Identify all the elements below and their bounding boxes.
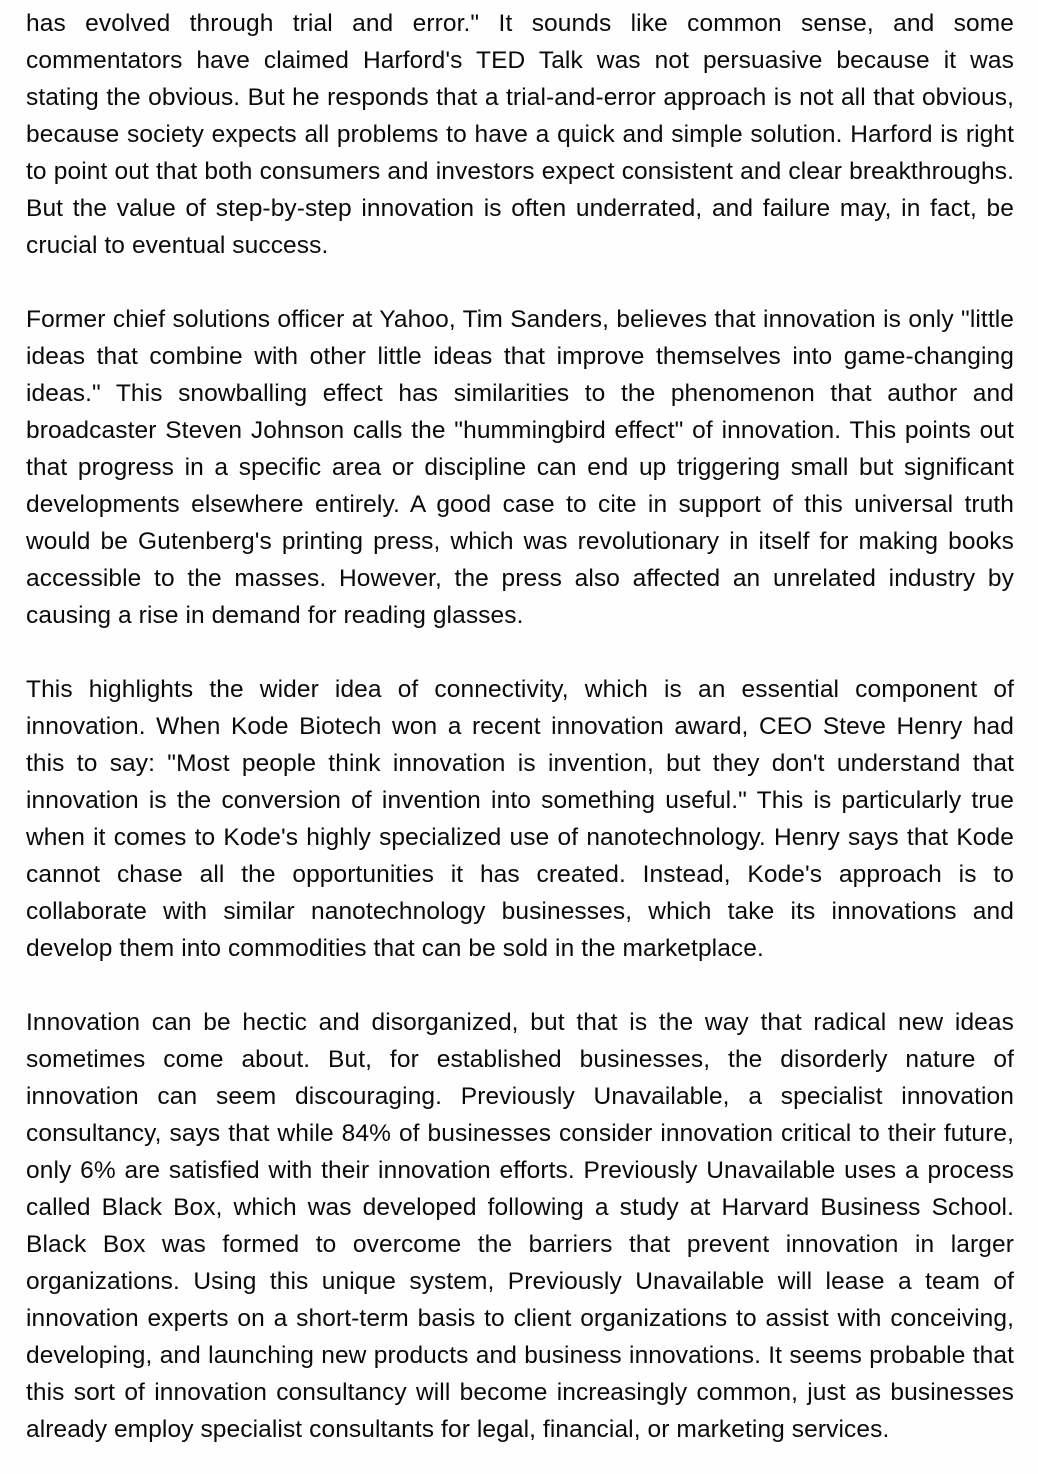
paragraph-connectivity-kode-biotech: This highlights the wider idea of connectivity, which is an essential component of innovation. When Kode Biotech won a recent innovation award, CEO Steve Henry had this to say: "Most people think innovation is invention, but they don't understand that innovation is the conversion of invention into something useful." This is particularly true when it comes to Kode's highly specialized use of nanotechnology. Henry says that Kode cannot chase all the opportunities it has created. Instead, Kode's approach is to collaborate with similar nanotechnology businesses, which take its innovations and develop them into commodities that can be sold in the marketplace. [26, 676, 1014, 962]
paragraph-snowballing-effect: Former chief solutions officer at Yahoo, Tim Sanders, believes that innovation is only "little ideas that combine with other little ideas that improve themselves into game-changing ideas." This snowballing effect has similarities to the phenomenon that author and broadcaster Steven Johnson calls the "hummingbird effect" of innovation. This points out that progress in a specific area or discipline can end up triggering small but significant developments elsewhere entirely. A good case to cite in support of this universal truth would be Gutenberg's printing press, which was revolutionary in itself for making books accessible to the masses. However, the press also affected an unrelated industry by causing a rise in demand for reading glasses. [26, 306, 1014, 629]
paragraph-previously-unavailable: Innovation can be hectic and disorganized, but that is the way that radical new ideas sometimes come about. But, for established businesses, the disorderly nature of innovation can seem discouraging. Previously Unavailable, a specialist innovation consultancy, says that while 84% of businesses consider innovation critical to their future, only 6% are satisfied with their innovation efforts. Previously Unavailable uses a process called Black Box, which was developed following a study at Harvard Business School. Black Box was formed to overcome the barriers that prevent innovation in larger organizations. Using this unique system, Previously Unavailable will lease a team of innovation experts on a short-term basis to client organizations to assist with conceiving, developing, and launching new products and business innovations. It seems probable that this sort of innovation consultancy will become increasingly common, just as businesses already employ specialist consultants for legal, financial, or marketing services. [26, 1009, 1014, 1443]
paragraph-trial-and-error: has evolved through trial and error." It sounds like common sense, and some commentators have claimed Harford's TED Talk was not persuasive because it was stating the obvious. But he responds that a trial-and-error approach is not all that obvious, because society expects all problems to have a quick and simple solution. Harford is right to point out that both consumers and investors expect consistent and clear breakthroughs. But the value of step-by-step innovation is often underrated, and failure may, in fact, be crucial to eventual success. [26, 10, 1014, 259]
